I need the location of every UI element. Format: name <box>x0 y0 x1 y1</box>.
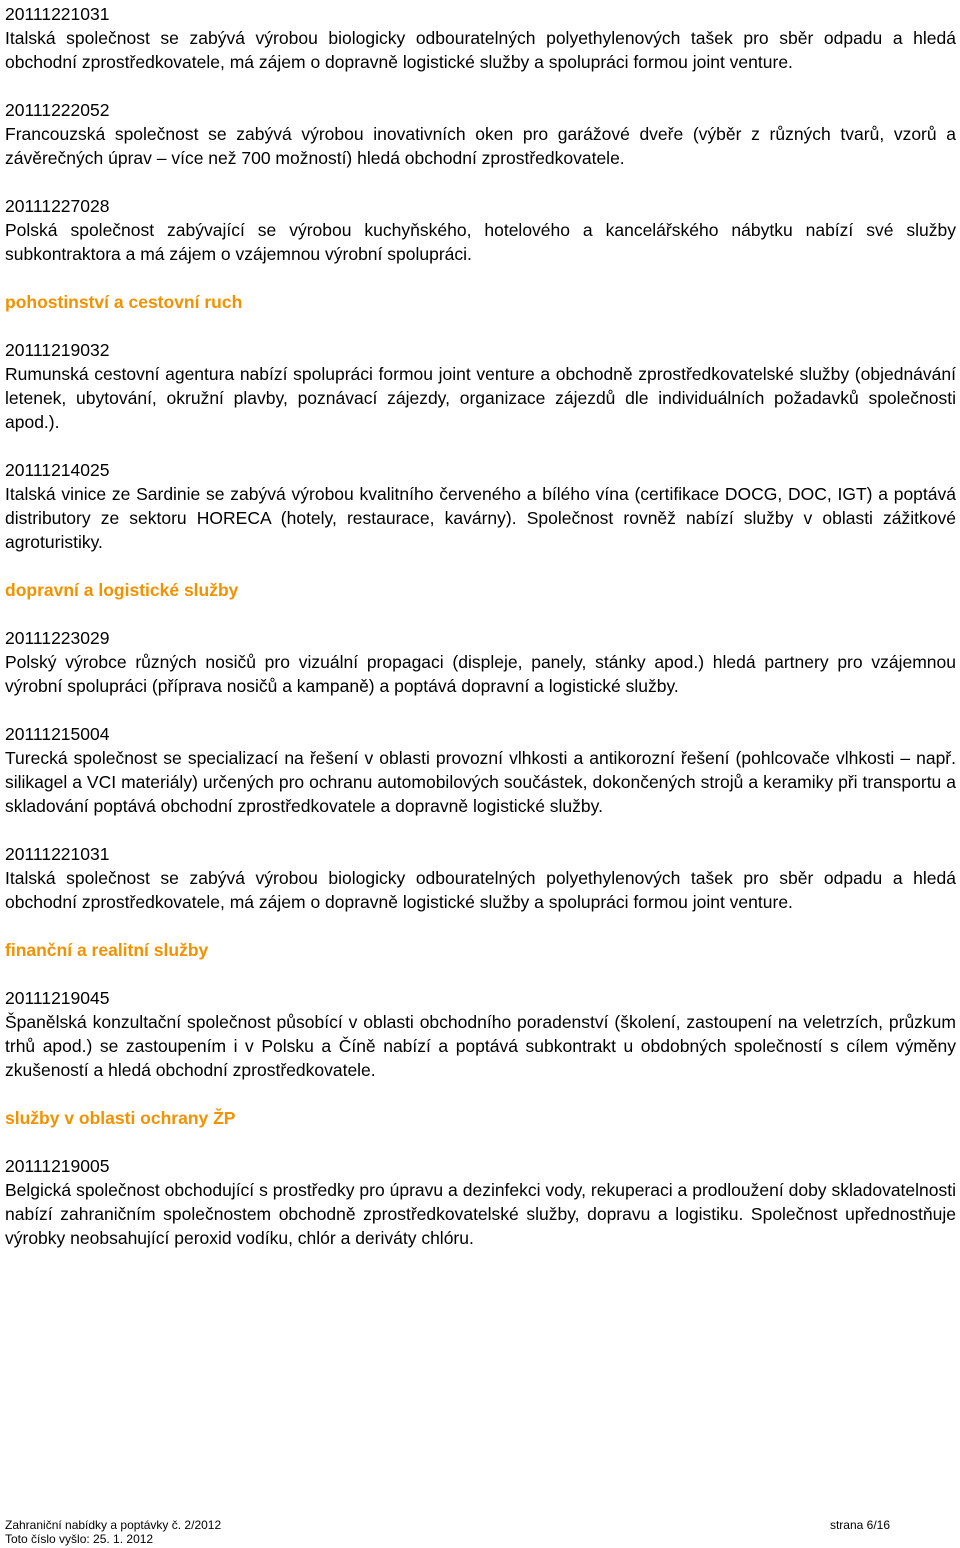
offer-description: Polská společnost zabývající se výrobou kuchyňského, hotelového a kancelářského nábytku nabízí své služby subkontraktora a má zájem o vzájemnou výrobní spolupráci. <box>5 220 956 264</box>
offer-entry <box>5 98 956 170</box>
offer-reference-number: 20111223029 <box>5 628 110 648</box>
offer-description: Polský výrobce různých nosičů pro vizuální propagaci (displeje, panely, stánky apod.) hledá partnery pro vzájemnou výrobní spolupráci (příprava nosičů a kampaně) a poptává dopravní a logistické služby. <box>5 652 956 696</box>
offer-description: Italská společnost se zabývá výrobou biologicky odbouratelných polyethylenových tašek pro sběr odpadu a hledá obchodní zprostředkovatele, má zájem o dopravně logistické služby a spolupráci formou joint venture. <box>5 28 956 72</box>
offer-entry <box>5 194 956 266</box>
offer-entry <box>5 626 956 698</box>
offer-description: Španělská konzultační společnost působící v oblasti obchodního poradenství (školení, zastoupení na veletrzích, průzkum trhů apod.) se zastoupením i v Polsku a Číně nabízí a poptává subkontrakt u obdobných společností s cílem výměny zkušeností a hledá obchodní zprostředkovatele. <box>5 1012 956 1080</box>
offer-entry <box>5 722 956 818</box>
offer-description: Francouzská společnost se zabývá výrobou inovativních oken pro garážové dveře (výběr z různých tvarů, vzorů a závěrečných úprav – více než 700 možností) hledá obchodní zprostředkovatele. <box>5 124 956 168</box>
page-footer <box>5 1518 890 1546</box>
offer-description: Italská společnost se zabývá výrobou biologicky odbouratelných polyethylenových tašek pro sběr odpadu a hledá obchodní zprostředkovatele, má zájem o dopravně logistické služby a spolupráci formou joint venture. <box>5 868 956 912</box>
offer-entry <box>5 986 956 1082</box>
offer-description: Belgická společnost obchodující s prostředky pro úpravu a dezinfekci vody, rekuperaci a prodloužení doby skladovatelnosti nabízí zahraničním společnostem obchodně zprostředkovatelské služby, dopravu a logistiku. Společnost upřednostňuje výrobky neobsahující peroxid vodíku, chlór a deriváty chlóru. <box>5 1180 956 1248</box>
offer-description: Turecká společnost se specializací na řešení v oblasti provozní vlhkosti a antikorozní řešení (pohlcovače vlhkosti – např. silikagel a VCI materiály) určených pro ochranu automobilových součástek, dokončených strojů a keramiky při transportu a skladování poptává obchodní zprostředkovatele a dopravně logistické služby. <box>5 748 956 816</box>
offer-reference-number: 20111214025 <box>5 460 110 480</box>
offer-reference-number: 20111221031 <box>5 4 110 24</box>
offer-description: Rumunská cestovní agentura nabízí spolupráci formou joint venture a obchodně zprostředkovatelské služby (objednávání letenek, ubytování, okružní plavby, poznávací zájezdy, organizace zájezdů dle individuálních požadavků společnosti apod.). <box>5 364 956 432</box>
offer-reference-number: 20111219032 <box>5 340 110 360</box>
section-heading: služby v oblasti ochrany ŽP <box>5 1108 236 1128</box>
offer-description: Italská vinice ze Sardinie se zabývá výrobou kvalitního červeného a bílého vína (certifikace DOCG, DOC, IGT) a poptává distributory ze sektoru HORECA (hotely, restaurace, kavárny). Společnost rovněž nabízí služby v oblasti zážitkové agroturistiky. <box>5 484 956 552</box>
offer-reference-number: 20111219005 <box>5 1156 110 1176</box>
footer-page-number: strana 6/16 <box>829 1518 890 1532</box>
offer-reference-number: 20111221031 <box>5 844 110 864</box>
footer-issue-date: Toto číslo vyšlo: 25. 1. 2012 <box>5 1532 154 1546</box>
offer-entry <box>5 1154 956 1250</box>
section-heading: pohostinství a cestovní ruch <box>5 292 243 312</box>
footer-publication: Zahraniční nabídky a poptávky č. 2/2012 <box>5 1518 222 1532</box>
offer-entry <box>5 458 956 554</box>
offer-entry <box>5 842 956 914</box>
offer-reference-number: 20111222052 <box>5 100 110 120</box>
offer-entry <box>5 2 956 74</box>
section-heading: dopravní a logistické služby <box>5 580 239 600</box>
offer-reference-number: 20111227028 <box>5 196 110 216</box>
offer-entry <box>5 338 956 434</box>
offer-reference-number: 20111219045 <box>5 988 110 1008</box>
section-heading: finanční a realitní služby <box>5 940 209 960</box>
offer-reference-number: 20111215004 <box>5 724 110 744</box>
document-body <box>5 2 956 1274</box>
